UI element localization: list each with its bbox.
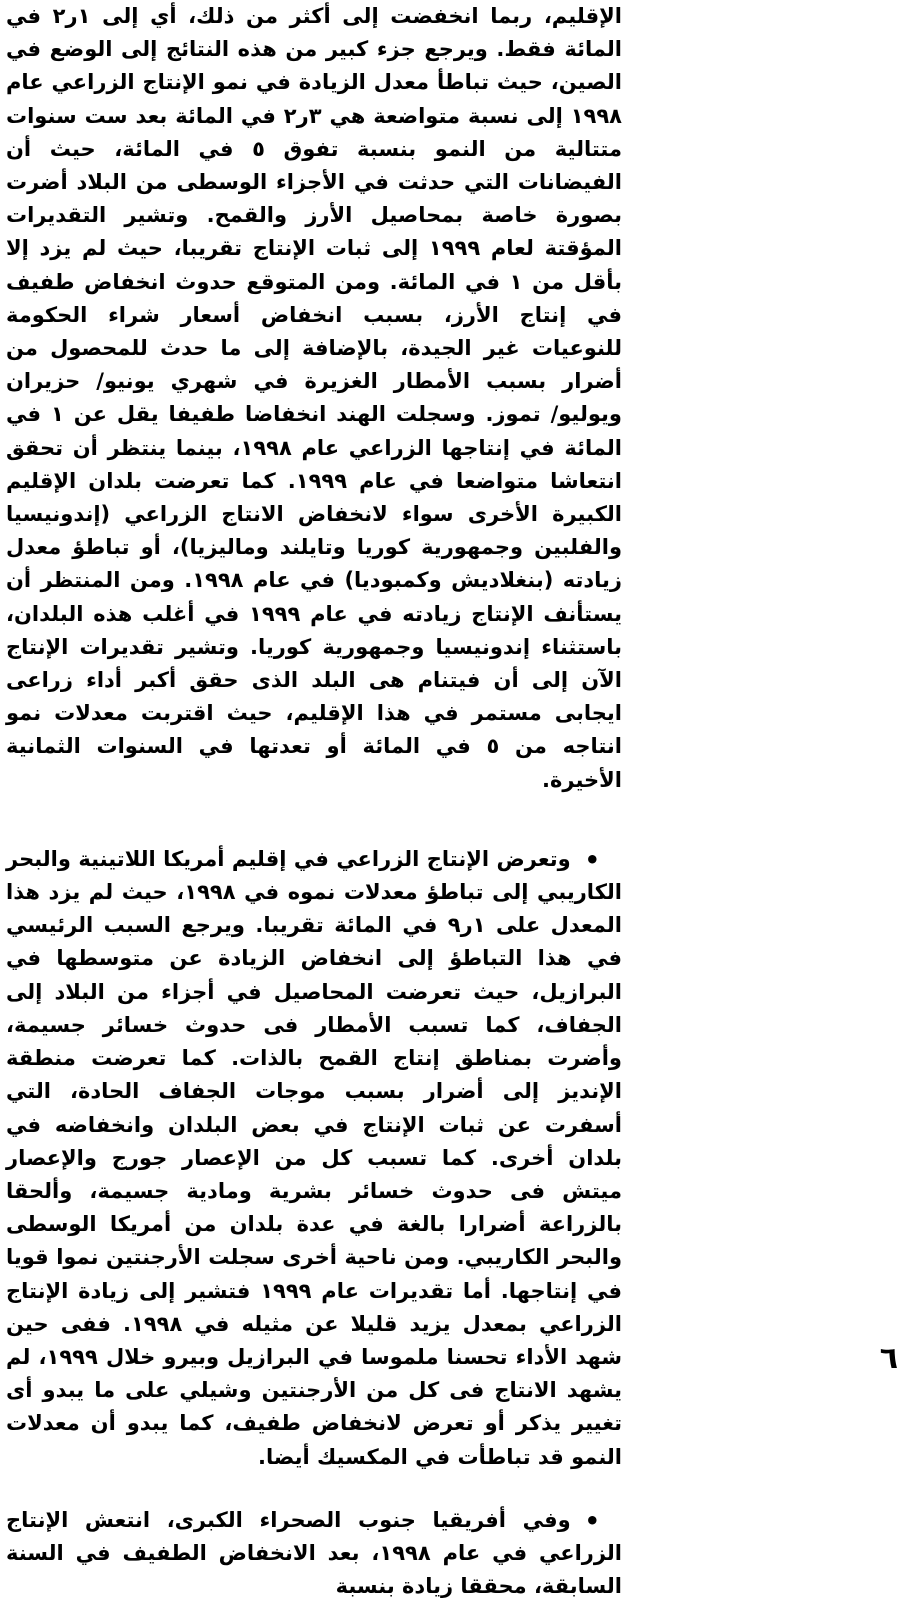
paragraph-asia-region: الإقليم، ربما انخفضت إلى أكثر من ذلك، أي إلى ١ر٢ في المائة فقط. ويرجع جزء كبير من هذه النتائج إلى الوضع في الصين، حيث تباطأ معدل الزيادة في نمو الإنتاج الزراعي عام ١٩٩٨ إلى نسبة متواضعة هي ٣ر٢ في المائة بعد ست سنوات متتالية من النمو بنسبة تفوق ٥ في المائة، حيث أن الفيضانات التي حدثت في الأجزاء الوسطى من البلاد أضرت بصورة خاصة بمحاصيل الأرز والقمح. وتشير التقديرات المؤقتة لعام ١٩٩٩ إلى ثبات الإنتاج تقريبا، حيث لم يزد إلا بأقل من ١ في المائة. ومن المتوقع حدوث انخفاض طفيف في إنتاج الأرز، بسبب انخفاض أسعار شراء الحكومة للنوعيات غير الجيدة، بالإضافة إلى ما حدث للمحصول من أضرار بسبب الأمطار الغزيرة في شهري يونيو/ حزيران ويوليو/ تموز. وسجلت الهند انخفاضا طفيفا يقل عن ١ في المائة في إنتاجها الزراعي عام ١٩٩٨، بينما ينتظر أن تحقق انتعاشا متواضعا في عام ١٩٩٩. كما تعرضت بلدان الإقليم الكبيرة الأخرى سواء لانخفاض الانتاج الزراعي (إندونيسيا والفلبين وجمهورية كوريا وتايلند وماليزيا)، أو تباطؤ معدل زيادته (بنغلاديش وكمبوديا) في عام ١٩٩٨. ومن المنتظر أن يستأنف الإنتاج زيادته في عام ١٩٩٩ في أغلب هذه البلدان، باستثناء إندونيسيا وجمهورية كوريا. وتشير تقديرات الإنتاج الآن إلى أن فيتنام هى البلد الذى حقق أكبر أداء زراعى ايجابى مستمر في هذا الإقليم، حيث اقتربت معدلات نمو انتاجه من ٥ في المائة أو تعدتها في السنوات الثمانية الأخيرة.: [6, 4, 623, 792]
paragraph-africa-text: وفي أفريقيا جنوب الصحراء الكبرى، انتعش الإنتاج الزراعي في عام ١٩٩٨، بعد الانخفاض الطفيف في السنة السابقة، محققا زيادة بنسبة: [6, 1507, 623, 1599]
bullet-icon: •: [584, 845, 600, 874]
paragraph-latin-america-text: وتعرض الإنتاج الزراعي في إقليم أمريكا اللاتينية والبحر الكاريبي إلى تباطؤ معدلات نموه في ١٩٩٨، حيث لم يزد هذا المعدل على ١ر٩ في المائة تقريبا. ويرجع السبب الرئيسي في هذا التباطؤ إلى انخفاض الزيادة عن متوسطها في البرازيل، حيث تعرضت المحاصيل في أجزاء من البلاد إلى الجفاف، كما تسبب الأمطار فى حدوث خسائر جسيمة، وأضرت بمناطق إنتاج القمح بالذات. كما تعرضت منطقة الإنديز إلى أضرار بسبب موجات الجفاف الحادة، التي أسفرت عن ثبات الإنتاج في بعض البلدان وانخفاضه في بلدان أخرى. كما تسبب كل من الإعصار جورج والإعصار ميتش فى حدوث خسائر بشرية ومادية جسيمة، وألحقا بالزراعة أضرارا بالغة في عدة بلدان من أمريكا الوسطى والبحر الكاريبي. ومن ناحية أخرى سجلت الأرجنتين نموا قويا في إنتاجها. أما تقديرات عام ١٩٩٩ فتشير إلى زيادة الإنتاج الزراعي بمعدل يزيد قليلا عن مثيله في ١٩٩٨. ففى حين شهد الأداء تحسنا ملموسا في البرازيل وبيرو خلال ١٩٩٩، لم يشهد الانتاج فى كل من الأرجنتين وشيلي على ما يبدو أى تغيير يذكر أو تعرض لانخفاض طفيف، كما يبدو أن معدلات النمو قد تباطأت في المكسيك أيضا.: [6, 846, 623, 1469]
bullet-icon: •: [584, 1506, 600, 1535]
paragraph-latin-america: [6, 843, 622, 1474]
text-column: [6, 0, 622, 1603]
paragraph-africa: [6, 1504, 622, 1603]
page-number: ٦: [879, 1341, 898, 1376]
